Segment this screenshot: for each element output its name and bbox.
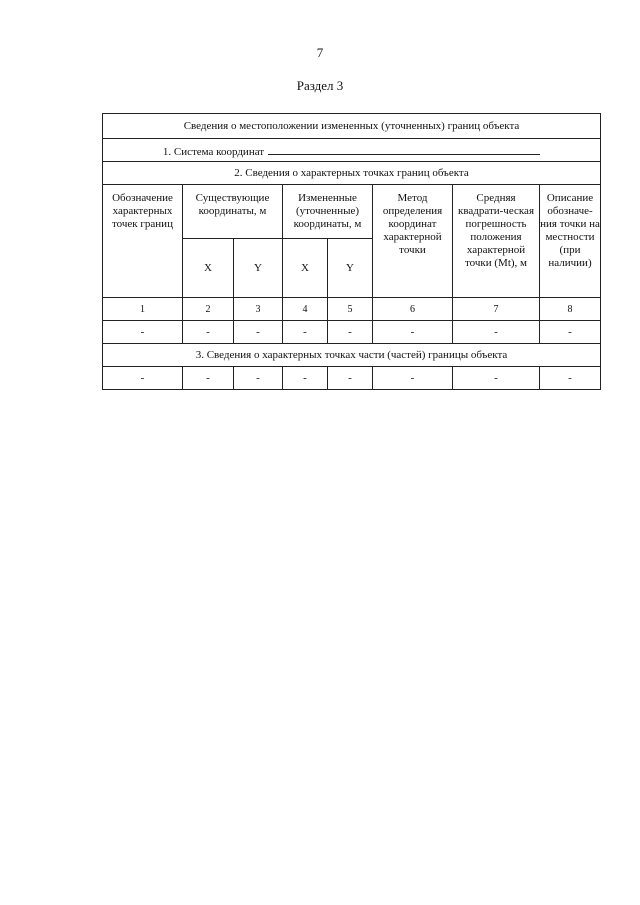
table-cell: - [540,367,601,390]
page-number: 7 [316,45,324,60]
header-existing: Существующие координаты, м [183,185,283,239]
table-cell: - [373,321,453,344]
header-changed: Измененные (уточненные) координаты, м [283,185,373,239]
column-number: 4 [283,298,328,321]
table-row [103,367,601,390]
header-y-existing: Y [234,239,283,298]
table-cell: - [103,367,183,390]
coord-system-label: 1. Система координат [162,145,265,158]
table-cell: - [540,321,601,344]
table-cell: - [183,321,234,344]
section3-label: 3. Сведения о характерных точках части (частей) границы объекта [103,344,601,367]
column-number: 5 [328,298,373,321]
section2-label: 2. Сведения о характерных точках границ объекта [103,162,601,185]
header-designation: Обозначение характерных точек границ [103,185,183,298]
header-x-changed: X [283,239,328,298]
table-row [103,321,601,344]
column-number: 2 [183,298,234,321]
header-method: Метод определения координат характерной точки [373,185,453,298]
table-cell: - [453,321,540,344]
table-cell: - [283,321,328,344]
column-number: 1 [103,298,183,321]
boundary-table [102,113,601,390]
table-cell: - [328,321,373,344]
table-title: Сведения о местоположении измененных (уточненных) границ объекта [103,114,601,139]
table-cell: - [234,321,283,344]
header-y-changed: Y [328,239,373,298]
coord-system-blank [268,143,540,155]
table-cell: - [183,367,234,390]
column-number-row [103,298,601,321]
header-description: Описание обозначе-ния точки на местности (при наличии) [540,185,601,298]
column-number: 7 [453,298,540,321]
section-title: Раздел 3 [296,78,344,93]
table-cell: - [234,367,283,390]
table-cell: - [103,321,183,344]
table-cell: - [283,367,328,390]
table-cell: - [373,367,453,390]
coord-system-row [103,139,601,162]
table-cell: - [453,367,540,390]
header-error: Средняя квадрати-ческая погрешность положения характерной точки (Mt), м [453,185,540,298]
column-number: 3 [234,298,283,321]
header-x-existing: X [183,239,234,298]
column-number: 8 [540,298,601,321]
column-number: 6 [373,298,453,321]
table-cell: - [328,367,373,390]
